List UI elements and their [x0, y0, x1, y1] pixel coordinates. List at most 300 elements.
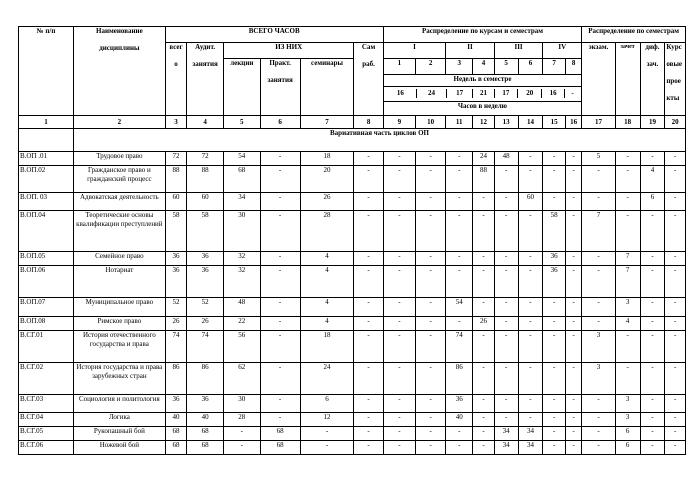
row-cell: 68: [187, 427, 224, 441]
row-code: В.ОП.06: [19, 266, 74, 298]
row-cell: -: [665, 298, 686, 317]
row-cell: -: [383, 413, 415, 427]
column-numbers-row: [19, 116, 686, 129]
row-cell: 4: [300, 298, 354, 317]
row-cell: 3: [582, 331, 615, 363]
header-sem-6: 6: [518, 59, 543, 75]
table-row: [19, 413, 686, 427]
row-cell: 52: [187, 298, 224, 317]
row-discipline-name: Рукопашный бой: [74, 427, 166, 441]
table-row: [19, 166, 686, 193]
header-sem-3: 3: [446, 59, 473, 75]
weeks-sem-7: 16: [542, 89, 564, 98]
row-cell: -: [446, 152, 473, 166]
row-cell: -: [473, 427, 495, 441]
row-cell: -: [494, 211, 518, 252]
header-kurs: [665, 43, 686, 116]
header-seminars: семинары: [300, 59, 354, 116]
row-cell: -: [354, 363, 383, 395]
row-cell: -: [473, 413, 495, 427]
row-cell: 26: [300, 193, 354, 211]
row-cell: -: [260, 266, 300, 298]
row-cell: -: [582, 166, 615, 193]
header-zachet: зачет: [615, 43, 640, 116]
row-cell: 36: [165, 252, 187, 266]
column-number: 5: [223, 116, 260, 129]
row-discipline-name: Муниципальное право: [74, 298, 166, 317]
row-cell: -: [640, 363, 665, 395]
column-number: 19: [640, 116, 665, 129]
row-cell: -: [416, 266, 446, 298]
header-total-hours: ВСЕГО ЧАСОВ: [165, 27, 383, 43]
row-code: В.СГ.01: [19, 331, 74, 363]
row-cell: -: [543, 193, 566, 211]
row-cell: 62: [223, 363, 260, 395]
header-prakt: [260, 59, 300, 116]
row-cell: -: [354, 441, 383, 455]
row-cell: 68: [260, 441, 300, 455]
header-weeks-section: [383, 75, 582, 102]
row-discipline-name: Гражданское право и гражданский процесс: [74, 166, 166, 193]
row-cell: 28: [223, 413, 260, 427]
header-sem-2: 2: [416, 59, 446, 75]
row-cell: -: [383, 252, 415, 266]
row-cell: -: [260, 363, 300, 395]
row-cell: 48: [223, 298, 260, 317]
row-cell: -: [383, 166, 415, 193]
row-cell: -: [615, 193, 640, 211]
row-cell: -: [446, 252, 473, 266]
row-cell: 32: [223, 266, 260, 298]
row-cell: -: [640, 211, 665, 252]
weeks-sem-4: 21: [473, 89, 494, 98]
row-cell: 88: [187, 166, 224, 193]
row-cell: -: [260, 193, 300, 211]
row-cell: 36: [446, 395, 473, 413]
row-cell: -: [446, 317, 473, 331]
row-cell: -: [615, 331, 640, 363]
column-number: 8: [354, 116, 383, 129]
row-cell: -: [383, 193, 415, 211]
row-cell: -: [665, 211, 686, 252]
column-number: 16: [566, 116, 582, 129]
header-total: [165, 43, 187, 116]
row-cell: -: [383, 331, 415, 363]
row-code: В.ОП.07: [19, 298, 74, 317]
header-distribution-semesters: Распределение по семестрам: [582, 27, 686, 43]
row-cell: -: [566, 395, 582, 413]
row-cell: -: [582, 317, 615, 331]
row-cell: -: [416, 363, 446, 395]
row-cell: 36: [543, 266, 566, 298]
column-number: 20: [665, 116, 686, 129]
row-cell: -: [416, 395, 446, 413]
row-cell: -: [518, 395, 543, 413]
row-cell: -: [494, 252, 518, 266]
weeks-sem-1: 16: [385, 89, 417, 98]
row-cell: -: [582, 441, 615, 455]
row-cell: -: [543, 331, 566, 363]
header-course-3: III: [494, 43, 543, 59]
row-cell: -: [518, 413, 543, 427]
row-cell: 4: [300, 317, 354, 331]
weeks-sem-6: 20: [518, 89, 542, 98]
row-cell: 30: [223, 211, 260, 252]
row-cell: -: [416, 166, 446, 193]
header-kurs-line3: прое: [666, 77, 681, 85]
row-cell: -: [615, 166, 640, 193]
row-cell: -: [300, 441, 354, 455]
row-cell: 3: [582, 363, 615, 395]
row-cell: 7: [615, 266, 640, 298]
row-cell: -: [543, 166, 566, 193]
row-cell: -: [446, 211, 473, 252]
row-cell: 20: [300, 166, 354, 193]
row-cell: -: [300, 427, 354, 441]
header-prakt-line2: занятия: [267, 76, 293, 84]
row-cell: -: [416, 193, 446, 211]
row-cell: -: [354, 331, 383, 363]
weeks-sem-2: 24: [417, 89, 447, 98]
row-cell: 36: [543, 252, 566, 266]
row-cell: 40: [165, 413, 187, 427]
row-cell: -: [665, 395, 686, 413]
row-cell: -: [665, 363, 686, 395]
row-discipline-name: Адвокатская деятельность: [74, 193, 166, 211]
row-cell: -: [494, 363, 518, 395]
row-cell: -: [566, 363, 582, 395]
row-cell: -: [640, 266, 665, 298]
header-total-line2: о: [174, 60, 178, 68]
row-cell: 26: [187, 317, 224, 331]
column-number: 9: [383, 116, 415, 129]
header-sam: [354, 43, 383, 116]
section-title: Вариативная часть циклов ОП: [74, 129, 686, 152]
row-cell: -: [543, 363, 566, 395]
row-cell: 4: [615, 317, 640, 331]
row-cell: -: [260, 298, 300, 317]
row-cell: -: [383, 395, 415, 413]
header-weeks-label: Недель в семестре: [384, 75, 582, 87]
row-code: В.ОП.02: [19, 166, 74, 193]
row-cell: 34: [518, 427, 543, 441]
row-cell: -: [566, 413, 582, 427]
row-cell: -: [640, 298, 665, 317]
row-cell: 60: [518, 193, 543, 211]
row-cell: 30: [223, 395, 260, 413]
row-cell: -: [260, 152, 300, 166]
row-cell: 72: [187, 152, 224, 166]
row-cell: -: [416, 152, 446, 166]
row-cell: -: [354, 298, 383, 317]
row-code: В.СГ.03: [19, 395, 74, 413]
row-cell: -: [354, 317, 383, 331]
row-cell: -: [260, 395, 300, 413]
row-cell: 58: [543, 211, 566, 252]
row-cell: -: [665, 441, 686, 455]
column-number: 14: [518, 116, 543, 129]
row-cell: 7: [615, 252, 640, 266]
header-hours-per-week: Часов в неделю: [383, 102, 582, 116]
header-kurs-line1: Курс: [666, 43, 682, 51]
row-discipline-name: Социология и политология: [74, 395, 166, 413]
row-cell: 74: [187, 331, 224, 363]
row-cell: -: [354, 266, 383, 298]
header-exam: экзам.: [582, 43, 615, 116]
row-cell: 5: [582, 152, 615, 166]
row-cell: -: [446, 427, 473, 441]
row-cell: -: [416, 211, 446, 252]
row-cell: 36: [165, 395, 187, 413]
row-cell: -: [473, 211, 495, 252]
row-cell: 68: [165, 441, 187, 455]
row-cell: -: [640, 413, 665, 427]
row-cell: -: [383, 441, 415, 455]
row-cell: -: [446, 193, 473, 211]
row-cell: -: [494, 298, 518, 317]
row-cell: 52: [165, 298, 187, 317]
header-course-1: I: [383, 43, 446, 59]
header-num: № п/п: [19, 27, 74, 116]
row-cell: -: [473, 395, 495, 413]
row-code: В.ОП .01: [19, 152, 74, 166]
row-cell: -: [566, 166, 582, 193]
row-cell: -: [383, 363, 415, 395]
row-cell: 26: [165, 317, 187, 331]
table-row: [19, 331, 686, 363]
row-cell: -: [543, 152, 566, 166]
row-cell: -: [383, 317, 415, 331]
row-cell: 86: [446, 363, 473, 395]
row-cell: -: [640, 317, 665, 331]
column-number: 11: [446, 116, 473, 129]
row-discipline-name: Римское право: [74, 317, 166, 331]
row-discipline-name: Логика: [74, 413, 166, 427]
row-cell: -: [665, 252, 686, 266]
row-cell: 72: [165, 152, 187, 166]
row-cell: -: [615, 211, 640, 252]
row-cell: 4: [640, 166, 665, 193]
row-cell: -: [566, 266, 582, 298]
row-discipline-name: Трудовое право: [74, 152, 166, 166]
row-cell: -: [494, 413, 518, 427]
row-cell: -: [665, 317, 686, 331]
row-cell: 68: [165, 427, 187, 441]
header-dif-line1: диф.: [645, 43, 660, 51]
row-cell: -: [494, 317, 518, 331]
row-cell: -: [566, 441, 582, 455]
row-cell: -: [566, 331, 582, 363]
header-dif: [640, 43, 665, 116]
weeks-values: [385, 89, 581, 98]
row-cell: 68: [260, 427, 300, 441]
weeks-sem-8: -: [571, 89, 574, 97]
row-cell: 36: [187, 266, 224, 298]
table-row: [19, 317, 686, 331]
row-cell: -: [566, 211, 582, 252]
row-discipline-name: История отечественного государства и права: [74, 331, 166, 363]
row-cell: 54: [223, 152, 260, 166]
table-row: [19, 211, 686, 252]
column-number: 3: [165, 116, 187, 129]
header-kurs-line4: кты: [666, 94, 680, 102]
row-cell: -: [354, 152, 383, 166]
table-row: [19, 266, 686, 298]
row-cell: 22: [223, 317, 260, 331]
row-cell: -: [543, 298, 566, 317]
row-cell: 18: [300, 331, 354, 363]
row-cell: -: [665, 331, 686, 363]
column-number: 2: [74, 116, 166, 129]
row-cell: -: [543, 413, 566, 427]
row-cell: 6: [640, 193, 665, 211]
row-cell: 34: [223, 193, 260, 211]
header-iz-nih: ИЗ НИХ: [223, 43, 354, 59]
row-code: В.ОП.05: [19, 252, 74, 266]
row-cell: -: [640, 441, 665, 455]
row-cell: -: [416, 413, 446, 427]
row-cell: 7: [582, 211, 615, 252]
row-cell: -: [354, 413, 383, 427]
row-cell: 24: [300, 363, 354, 395]
header-sam-line2: раб.: [362, 60, 375, 68]
row-cell: -: [383, 298, 415, 317]
row-discipline-name: Ножевой бой: [74, 441, 166, 455]
row-cell: -: [416, 441, 446, 455]
table-row: [19, 363, 686, 395]
row-cell: -: [615, 152, 640, 166]
column-number: 15: [543, 116, 566, 129]
row-cell: -: [582, 395, 615, 413]
row-cell: -: [582, 252, 615, 266]
row-cell: -: [640, 331, 665, 363]
table-body: [19, 27, 686, 152]
header-discipline-line1: Наименование: [96, 27, 143, 35]
row-cell: -: [494, 166, 518, 193]
row-cell: 68: [187, 441, 224, 455]
row-cell: -: [446, 266, 473, 298]
table-row: [19, 252, 686, 266]
table-row: [19, 193, 686, 211]
column-number: 12: [473, 116, 495, 129]
header-discipline: [74, 27, 166, 116]
header-lectures: лекции: [223, 59, 260, 116]
row-cell: -: [354, 252, 383, 266]
row-cell: -: [543, 427, 566, 441]
row-cell: 88: [473, 166, 495, 193]
row-cell: 40: [446, 413, 473, 427]
row-cell: -: [640, 152, 665, 166]
row-cell: -: [566, 193, 582, 211]
column-number: 7: [300, 116, 354, 129]
row-cell: 6: [615, 427, 640, 441]
row-cell: -: [383, 266, 415, 298]
header-discipline-line2: дисциплины: [99, 44, 140, 52]
row-cell: -: [354, 395, 383, 413]
row-cell: 60: [165, 193, 187, 211]
row-code: В.ОП.04: [19, 211, 74, 252]
header-sem-8: 8: [566, 59, 582, 75]
column-number: 13: [494, 116, 518, 129]
row-cell: -: [494, 395, 518, 413]
row-cell: -: [566, 427, 582, 441]
row-cell: -: [518, 252, 543, 266]
row-cell: 58: [165, 211, 187, 252]
row-cell: 26: [473, 317, 495, 331]
row-cell: -: [566, 298, 582, 317]
row-cell: -: [416, 298, 446, 317]
row-discipline-name: Теоретические основы квалификации преступлений: [74, 211, 166, 252]
row-cell: 74: [446, 331, 473, 363]
row-cell: 48: [494, 152, 518, 166]
row-cell: -: [518, 331, 543, 363]
table-row: [19, 395, 686, 413]
header-distribution-courses: Распределение по курсам и семестрам: [383, 27, 582, 43]
header-sem-7: 7: [543, 59, 566, 75]
row-cell: -: [473, 252, 495, 266]
row-cell: 6: [300, 395, 354, 413]
row-cell: -: [518, 317, 543, 331]
table-row: [19, 427, 686, 441]
row-cell: -: [354, 211, 383, 252]
column-number: 6: [260, 116, 300, 129]
row-cell: -: [518, 298, 543, 317]
row-cell: -: [446, 441, 473, 455]
weeks-sem-5: 17: [494, 89, 517, 98]
row-cell: -: [223, 427, 260, 441]
row-cell: 6: [615, 441, 640, 455]
row-cell: -: [260, 413, 300, 427]
row-cell: -: [494, 193, 518, 211]
header-audit: [187, 43, 224, 116]
header-audit-line2: занятия: [192, 60, 218, 68]
row-cell: -: [518, 363, 543, 395]
row-cell: 36: [187, 395, 224, 413]
row-cell: 36: [165, 266, 187, 298]
row-cell: -: [473, 441, 495, 455]
row-cell: -: [473, 331, 495, 363]
row-cell: -: [640, 395, 665, 413]
header-sem-4: 4: [473, 59, 495, 75]
row-code: В.СГ.02: [19, 363, 74, 395]
row-cell: -: [494, 266, 518, 298]
row-cell: -: [446, 166, 473, 193]
row-cell: 60: [187, 193, 224, 211]
row-cell: -: [615, 363, 640, 395]
row-cell: -: [260, 252, 300, 266]
row-cell: -: [473, 298, 495, 317]
row-cell: -: [473, 266, 495, 298]
row-cell: -: [566, 152, 582, 166]
row-cell: 56: [223, 331, 260, 363]
row-code: В.СГ.06: [19, 441, 74, 455]
column-number: 1: [19, 116, 74, 129]
header-kurs-line2: овые: [666, 60, 683, 68]
row-cell: 4: [300, 266, 354, 298]
row-cell: -: [416, 252, 446, 266]
row-cell: 68: [223, 166, 260, 193]
row-cell: -: [518, 166, 543, 193]
row-cell: 32: [223, 252, 260, 266]
data-rows: [19, 152, 686, 455]
row-cell: -: [582, 298, 615, 317]
row-cell: 58: [187, 211, 224, 252]
row-cell: -: [473, 193, 495, 211]
row-cell: -: [566, 252, 582, 266]
row-cell: 3: [615, 413, 640, 427]
row-discipline-name: Семейное право: [74, 252, 166, 266]
header-dif-line2: зач.: [646, 60, 659, 68]
